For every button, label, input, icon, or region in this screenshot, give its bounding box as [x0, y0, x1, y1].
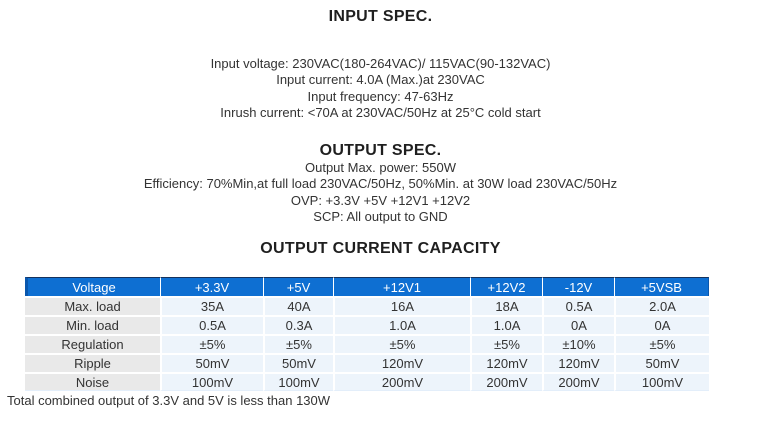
row-label-cell: Regulation: [25, 334, 160, 353]
value-cell: 100mV: [263, 372, 333, 391]
value-cell: 50mV: [263, 353, 333, 372]
value-cell: 120mV: [333, 353, 470, 372]
header-cell-5vsb: +5VSB: [614, 277, 709, 296]
value-cell: 0A: [614, 315, 709, 334]
value-cell: 16A: [333, 296, 470, 315]
value-cell: 0.3A: [263, 315, 333, 334]
table-header-row: [25, 277, 709, 296]
scp-line: SCP: All output to GND: [313, 209, 448, 225]
value-cell: 100mV: [614, 372, 709, 391]
value-cell: 100mV: [160, 372, 263, 391]
table-row-ripple: [25, 353, 709, 372]
table-row-min-load: [25, 315, 709, 334]
efficiency-line: Efficiency: 70%Min,at full load 230VAC/50Hz, 50%Min. at 30W load 230VAC/50Hz: [143, 176, 618, 192]
value-cell: ±5%: [160, 334, 263, 353]
input-spec-title: INPUT SPEC.: [328, 8, 433, 25]
row-label-cell: Ripple: [25, 353, 160, 372]
value-cell: 120mV: [470, 353, 542, 372]
inrush-current-line: Inrush current: <70A at 230VAC/50Hz at 25°C cold start: [220, 104, 541, 120]
value-cell: ±10%: [542, 334, 614, 353]
value-cell: 50mV: [160, 353, 263, 372]
value-cell: 1.0A: [333, 315, 470, 334]
value-cell: 200mV: [542, 372, 614, 391]
header-cell-3v3: +3.3V: [160, 277, 263, 296]
row-label-cell: Min. load: [25, 315, 160, 334]
value-cell: 200mV: [470, 372, 542, 391]
row-label-cell: Max. load: [25, 296, 160, 315]
input-voltage-line: Input voltage: 230VAC(180-264VAC)/ 115VAC(90-132VAC): [210, 56, 551, 71]
value-cell: ±5%: [470, 334, 542, 353]
header-cell-12v2: +12V2: [470, 277, 542, 296]
value-cell: 0.5A: [160, 315, 263, 334]
value-cell: 0A: [542, 315, 614, 334]
value-cell: 0.5A: [542, 296, 614, 315]
output-current-capacity-table: [25, 277, 709, 391]
value-cell: 2.0A: [614, 296, 709, 315]
value-cell: 18A: [470, 296, 542, 315]
input-spec-lines: [0, 56, 761, 121]
table-row-regulation: [25, 334, 709, 353]
row-label-cell: Noise: [25, 372, 160, 391]
header-cell-12v1: +12V1: [333, 277, 470, 296]
value-cell: ±5%: [263, 334, 333, 353]
value-cell: 120mV: [542, 353, 614, 372]
combined-output-note: Total combined output of 3.3V and 5V is less than 130W: [7, 393, 331, 409]
value-cell: 35A: [160, 296, 263, 315]
value-cell: ±5%: [333, 334, 470, 353]
input-current-line: Input current: 4.0A (Max.)at 230VAC: [276, 72, 485, 88]
value-cell: 40A: [263, 296, 333, 315]
value-cell: 50mV: [614, 353, 709, 372]
input-frequency-line: Input frequency: 47-63Hz: [307, 88, 454, 104]
header-cell-voltage: Voltage: [25, 277, 160, 296]
table-row-max-load: [25, 296, 709, 315]
header-cell-neg12v: -12V: [542, 277, 614, 296]
value-cell: 1.0A: [470, 315, 542, 334]
table-row-noise: [25, 372, 709, 391]
output-spec-title: OUTPUT SPEC.: [319, 142, 442, 160]
output-max-power-line: Output Max. power: 550W: [304, 160, 456, 176]
header-cell-5v: +5V: [263, 277, 333, 296]
output-current-capacity-title: OUTPUT CURRENT CAPACITY: [260, 240, 501, 258]
output-spec-lines: [0, 160, 761, 225]
spec-document: [0, 8, 761, 409]
value-cell: 200mV: [333, 372, 470, 391]
value-cell: ±5%: [614, 334, 709, 353]
ovp-line: OVP: +3.3V +5V +12V1 +12V2: [290, 192, 471, 208]
